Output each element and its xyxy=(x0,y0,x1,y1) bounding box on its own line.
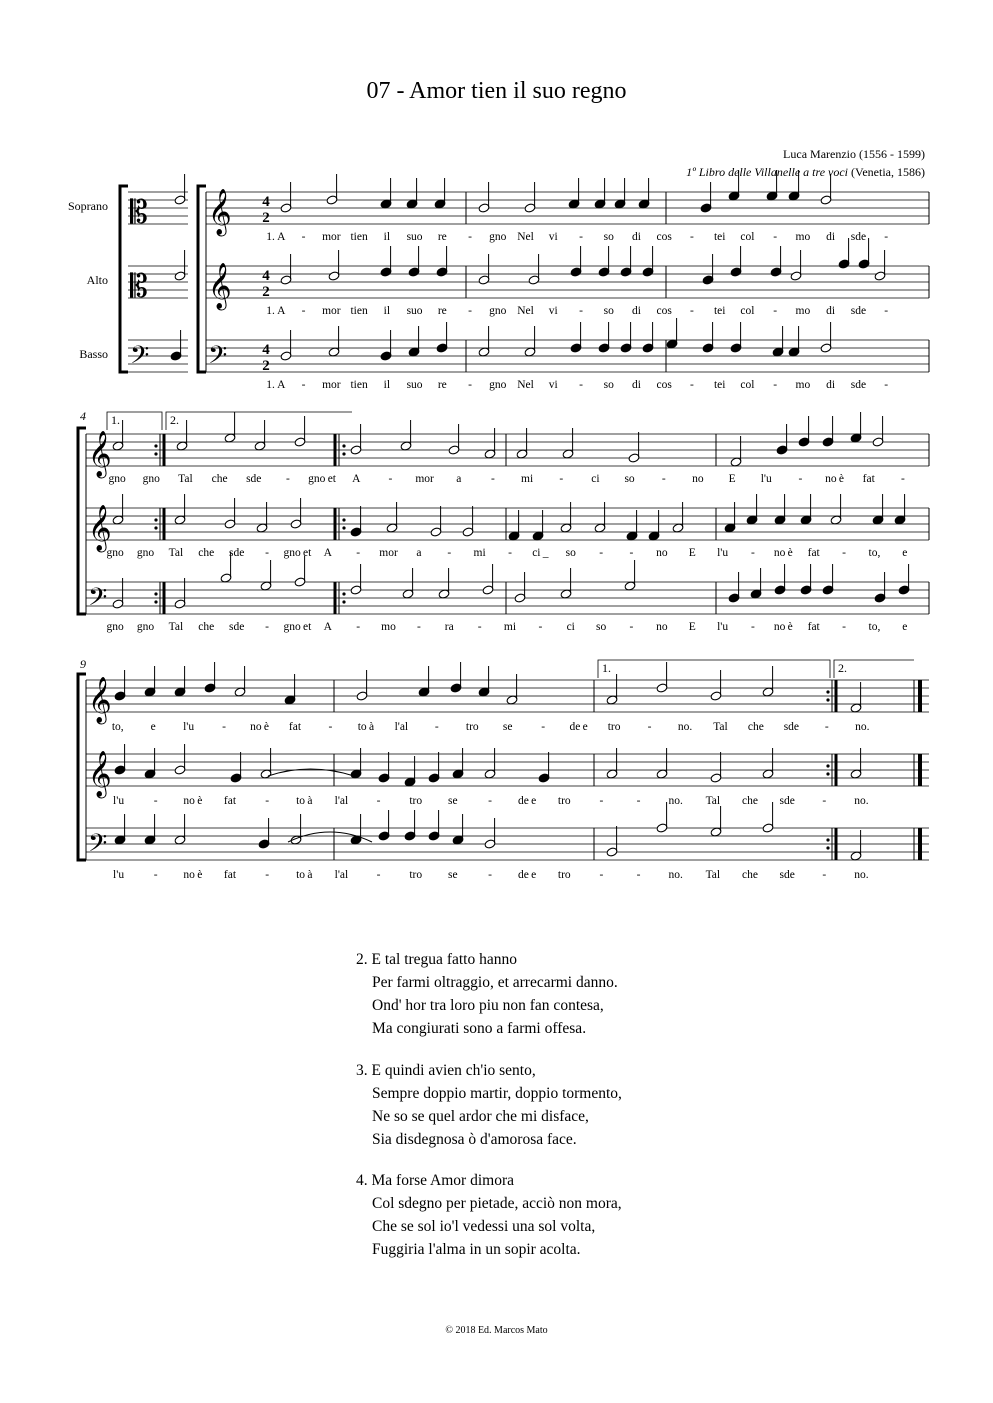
lyric-alto: 1. A xyxy=(266,305,286,317)
lyric-alto: tien xyxy=(350,305,368,317)
volta-bracket xyxy=(166,412,352,430)
lyric-basso: tro xyxy=(557,869,571,881)
repeat-dot xyxy=(342,452,345,455)
lyric-alto: - xyxy=(751,547,755,559)
lyric-soprano: vi xyxy=(548,231,558,243)
lyric-soprano: di xyxy=(826,231,836,243)
lyric-soprano: - xyxy=(579,231,583,243)
lyric-basso: - xyxy=(538,621,543,633)
lyric-basso: fat xyxy=(223,869,237,881)
stanza-line: 3. E quindi avien ch'io sento, xyxy=(356,1062,536,1079)
lyric-basso: - xyxy=(153,869,158,881)
lyric-alto: l'u xyxy=(113,795,125,807)
lyric-basso: - xyxy=(356,621,361,633)
lyric-alto: e xyxy=(902,547,908,559)
lyric-alto: - xyxy=(356,547,361,559)
lyric-basso: ci xyxy=(566,621,575,633)
lyric-alto: - xyxy=(690,305,694,317)
lyric-soprano: - xyxy=(900,473,905,485)
lyric-basso: e xyxy=(902,621,908,633)
lyric-basso: sde xyxy=(850,379,867,391)
lyric-alto: - xyxy=(301,305,306,317)
bass-clef-icon: 𝄢 xyxy=(130,341,150,376)
lyric-alto: tro xyxy=(409,795,423,807)
lyric-alto: no è xyxy=(773,547,793,559)
lyric-alto: no è xyxy=(183,795,203,807)
lyric-alto: se xyxy=(448,795,458,807)
lyric-soprano: to, xyxy=(111,721,124,733)
lyric-soprano: - xyxy=(824,721,829,733)
lyric-basso: re xyxy=(437,379,447,391)
lyric-basso: mo xyxy=(381,621,396,633)
treble-clef-icon: 𝄞 xyxy=(88,505,112,551)
repeat-dot xyxy=(342,444,345,447)
measure-number: 9 xyxy=(80,657,86,671)
lyric-soprano: il xyxy=(383,231,391,243)
source-rest: (Venetia, 1586) xyxy=(848,165,925,179)
lyric-soprano: e xyxy=(150,721,156,733)
treble-clef-icon: 𝄞 xyxy=(208,189,232,235)
lyric-soprano: mo xyxy=(795,231,811,243)
lyric-alto: A xyxy=(323,547,332,559)
source-work: 1º Libro delle Villanelle a tre voci xyxy=(686,165,849,179)
lyric-alto: di xyxy=(632,305,641,317)
lyric-alto: - xyxy=(265,795,270,807)
lyric-basso: gno xyxy=(106,621,124,633)
repeat-dot xyxy=(154,526,157,529)
lyric-basso: - xyxy=(265,869,270,881)
instrument-soprano: Soprano xyxy=(68,199,108,213)
lyric-soprano: che xyxy=(211,473,228,485)
time-signature-top: 4 xyxy=(262,342,270,358)
lyric-alto: no xyxy=(656,547,668,559)
lyric-basso: - xyxy=(265,621,269,633)
lyric-basso: mi xyxy=(503,621,517,633)
lyric-soprano: so xyxy=(603,231,614,243)
lyric-alto: cos xyxy=(656,305,672,317)
lyric-basso: mo xyxy=(795,379,811,391)
lyric-alto: l'u xyxy=(717,547,729,559)
lyric-basso: fat xyxy=(807,621,820,633)
lyric-alto: fat xyxy=(223,795,237,807)
lyric-soprano: a xyxy=(456,473,462,485)
lyric-soprano: tro xyxy=(465,721,479,733)
lyric-basso: - xyxy=(301,379,306,391)
repeat-dot xyxy=(342,518,345,521)
bass-clef-icon: 𝄢 xyxy=(88,829,108,864)
lyric-soprano: fat xyxy=(862,473,875,485)
lyric-basso: no è xyxy=(183,869,203,881)
lyric-soprano: so xyxy=(624,473,635,485)
stanza-line: Ond' hor tra loro piu non fan contesa, xyxy=(372,997,604,1014)
stanza-line: 2. E tal tregua fatto hanno xyxy=(356,951,517,968)
lyric-basso: - xyxy=(842,621,846,633)
lyric-basso: - xyxy=(599,869,604,881)
lyric-basso: so xyxy=(603,379,614,391)
lyric-basso: E xyxy=(688,621,696,633)
lyric-soprano: mor xyxy=(415,473,434,485)
stanza-3 xyxy=(356,1059,622,1151)
copyright: © 2018 Ed. Marcos Mato xyxy=(445,1325,548,1336)
stanza-4 xyxy=(356,1169,622,1261)
system-bracket xyxy=(78,428,86,614)
lyric-soprano: 1. A xyxy=(266,231,286,243)
lyric-basso: tro xyxy=(409,869,423,881)
lyric-alto: - xyxy=(447,547,452,559)
lyric-soprano: suo xyxy=(406,231,423,243)
lyric-soprano: col xyxy=(740,231,755,243)
lyric-basso: - xyxy=(751,621,755,633)
lyric-soprano: - xyxy=(328,721,333,733)
lyric-alto: - xyxy=(629,547,634,559)
lyric-basso: to, xyxy=(868,621,881,633)
lyric-alto: de e xyxy=(518,795,537,807)
bass-clef-icon: 𝄢 xyxy=(208,341,228,376)
repeat-dot xyxy=(826,838,829,841)
lyric-alto: re xyxy=(437,305,447,317)
measure-number: 4 xyxy=(80,409,86,423)
lyric-soprano: - xyxy=(661,473,666,485)
lyric-soprano: gno xyxy=(142,473,160,485)
lyric-soprano: gno xyxy=(108,473,126,485)
composer-credit: Luca Marenzio (1556 - 1599) xyxy=(783,147,925,161)
lyric-basso: gno xyxy=(489,379,507,391)
lyric-basso: che xyxy=(198,621,215,633)
stanza-line: Ma congiurati sono a farmi offesa. xyxy=(372,1020,587,1037)
lyric-basso: to à xyxy=(296,869,313,881)
repeat-dot xyxy=(342,526,345,529)
lyric-basso: no è xyxy=(773,621,793,633)
lyric-basso: - xyxy=(822,869,827,881)
volta-bracket xyxy=(598,660,830,678)
alto-clef-icon: 𝄡 xyxy=(130,267,148,305)
lyric-soprano: tei xyxy=(713,231,726,243)
lyric-alto: - xyxy=(468,305,472,317)
lyric-alto: gno xyxy=(106,547,124,559)
lyric-alto: Tal xyxy=(168,547,184,559)
repeat-dot xyxy=(826,764,829,767)
lyric-soprano: - xyxy=(285,473,290,485)
bass-clef-icon: 𝄢 xyxy=(88,583,108,618)
lyric-alto: gno xyxy=(489,305,507,317)
lyric-alto: - xyxy=(842,547,846,559)
lyric-soprano: Tal xyxy=(178,473,193,485)
lyric-basso: - xyxy=(773,379,778,391)
lyric-alto: sde xyxy=(228,547,245,559)
lyric-alto: to à xyxy=(296,795,313,807)
lyric-alto: mo xyxy=(795,305,811,317)
lyric-basso: no xyxy=(656,621,668,633)
instrument-basso: Basso xyxy=(79,347,108,361)
lyric-basso: sde xyxy=(228,621,245,633)
lyric-basso: l'u xyxy=(113,869,125,881)
repeat-dot xyxy=(154,444,157,447)
volta-label: 1. xyxy=(111,413,120,427)
treble-clef-icon: 𝄞 xyxy=(88,431,112,477)
lyric-soprano: - xyxy=(884,231,889,243)
lyric-basso: - xyxy=(579,379,583,391)
time-signature-bottom: 2 xyxy=(262,284,270,300)
lyric-soprano: Nel xyxy=(517,231,534,243)
lyric-alto: - xyxy=(599,795,604,807)
system-bracket xyxy=(198,186,206,372)
lyric-alto: E xyxy=(688,547,696,559)
page-title: 07 - Amor tien il suo regno xyxy=(366,78,627,104)
lyric-alto: gno xyxy=(136,547,155,559)
lyric-soprano: - xyxy=(773,231,778,243)
lyric-alto: che xyxy=(198,547,215,559)
lyric-basso: Nel xyxy=(517,379,534,391)
lyric-soprano: che xyxy=(747,721,764,733)
lyric-alto: to, xyxy=(868,547,881,559)
lyric-alto: - xyxy=(153,795,158,807)
lyric-soprano: - xyxy=(222,721,227,733)
lyric-soprano: ci xyxy=(591,473,600,485)
lyric-alto: Tal xyxy=(705,795,721,807)
lyric-soprano: to à xyxy=(357,721,375,733)
time-signature-top: 4 xyxy=(262,194,270,210)
lyric-basso: Tal xyxy=(168,621,184,633)
stanza-line: Sia disdegnosa ò d'amorosa face. xyxy=(372,1131,577,1148)
lyric-alto: no. xyxy=(668,795,683,807)
lyric-soprano: - xyxy=(690,231,694,243)
repeat-dot xyxy=(826,772,829,775)
lyric-basso: - xyxy=(468,379,472,391)
lyric-alto: col xyxy=(740,305,755,317)
lyric-basso: - xyxy=(416,621,421,633)
lyric-alto: so xyxy=(603,305,614,317)
stanza-line: Ne so se quel ardor che mi disface, xyxy=(372,1108,589,1125)
lyric-alto: so xyxy=(565,547,576,559)
lyric-alto: sde xyxy=(779,795,795,807)
lyric-soprano: - xyxy=(388,473,393,485)
lyric-soprano: - xyxy=(301,231,306,243)
lyric-soprano: se xyxy=(502,721,513,733)
repeat-dot xyxy=(154,518,157,521)
lyric-alto: - xyxy=(599,547,604,559)
lyric-soprano: - xyxy=(434,721,439,733)
stanza-2 xyxy=(356,948,618,1040)
lyric-alto: sde xyxy=(850,305,867,317)
lyric-soprano: tro xyxy=(607,721,621,733)
volta-label: 2. xyxy=(170,413,179,427)
lyric-basso: il xyxy=(383,379,391,391)
stanza-line: Sempre doppio martir, doppio tormento, xyxy=(372,1085,622,1102)
lyric-basso: ra xyxy=(444,621,454,633)
lyric-alto: no. xyxy=(854,795,869,807)
system-bracket xyxy=(78,674,86,860)
alto-clef-icon: 𝄡 xyxy=(130,193,148,231)
lyric-basso: tien xyxy=(350,379,368,391)
lyric-alto: mor xyxy=(379,547,398,559)
lyric-basso: - xyxy=(690,379,694,391)
stanza-line: 4. Ma forse Amor dimora xyxy=(356,1172,514,1189)
time-signature-bottom: 2 xyxy=(262,210,270,226)
lyric-alto: - xyxy=(508,547,512,559)
lyric-soprano: de e xyxy=(569,721,588,733)
lyric-alto: - xyxy=(376,795,381,807)
stanza-line: Che se sol io'l vedessi una sol volta, xyxy=(372,1218,596,1235)
lyric-soprano: - xyxy=(559,473,564,485)
lyric-soprano: no è xyxy=(250,721,270,733)
lyric-alto: suo xyxy=(406,305,423,317)
lyric-soprano: - xyxy=(541,721,546,733)
lyric-alto: il xyxy=(383,305,391,317)
lyric-basso: - xyxy=(629,621,634,633)
lyric-soprano: l'u xyxy=(760,473,772,485)
lyric-basso: gno et xyxy=(283,621,312,633)
lyric-basso: so xyxy=(595,621,607,633)
lyric-basso: no. xyxy=(668,869,683,881)
lyric-basso: di xyxy=(826,379,836,391)
lyric-alto: - xyxy=(488,795,492,807)
lyric-soprano: di xyxy=(632,231,641,243)
lyric-soprano: re xyxy=(437,231,447,243)
lyric-basso: - xyxy=(477,621,482,633)
stanza-line: Col sdegno per pietade, acciò non mora, xyxy=(372,1195,622,1212)
lyric-alto: tei xyxy=(713,305,726,317)
repeat-dot xyxy=(154,592,157,595)
lyric-basso: no. xyxy=(854,869,869,881)
lyric-basso: vi xyxy=(548,379,558,391)
lyric-soprano: - xyxy=(647,721,652,733)
lyric-basso: - xyxy=(636,869,641,881)
lyric-soprano: Tal xyxy=(713,721,728,733)
lyric-basso: mor xyxy=(322,379,341,391)
lyric-basso: sde xyxy=(779,869,795,881)
lyric-soprano: gno et xyxy=(308,473,337,485)
lyric-alto: di xyxy=(826,305,836,317)
lyric-soprano: no xyxy=(692,473,704,485)
lyric-soprano: tien xyxy=(350,231,368,243)
lyric-alto: - xyxy=(636,795,641,807)
repeat-dot xyxy=(342,600,345,603)
lyric-basso: de e xyxy=(518,869,537,881)
lyric-basso: di xyxy=(632,379,641,391)
lyric-basso: l'al xyxy=(334,869,349,881)
lyric-alto: - xyxy=(822,795,827,807)
lyric-alto: mor xyxy=(322,305,341,317)
repeat-dot xyxy=(826,846,829,849)
lyric-soprano: no. xyxy=(855,721,870,733)
lyric-alto: fat xyxy=(807,547,820,559)
lyric-basso: suo xyxy=(406,379,423,391)
lyric-basso: tei xyxy=(713,379,726,391)
lyric-basso: gno xyxy=(136,621,155,633)
lyric-soprano: l'u xyxy=(183,721,195,733)
repeat-dot xyxy=(154,600,157,603)
time-signature-bottom: 2 xyxy=(262,358,270,374)
volta-label: 1. xyxy=(602,661,611,675)
repeat-dot xyxy=(154,452,157,455)
lyric-alto: Nel xyxy=(517,305,534,317)
lyric-soprano: - xyxy=(468,231,472,243)
stanza-line: Fuggiria l'alma in un sopir acolta. xyxy=(372,1241,581,1258)
lyric-soprano: mor xyxy=(322,231,341,243)
time-signature-top: 4 xyxy=(262,268,270,284)
lyric-soprano: cos xyxy=(656,231,672,243)
treble-clef-icon: 𝄞 xyxy=(88,677,112,723)
stanza-line: Per farmi oltraggio, et arrecarmi danno. xyxy=(372,974,618,991)
lyric-basso: 1. A xyxy=(266,379,286,391)
lyric-basso: col xyxy=(740,379,755,391)
lyric-soprano: - xyxy=(798,473,803,485)
lyric-basso: Tal xyxy=(705,869,721,881)
lyric-alto: che xyxy=(742,795,758,807)
treble-clef-icon: 𝄞 xyxy=(88,751,112,797)
lyric-soprano: - xyxy=(490,473,495,485)
lyric-alto: - xyxy=(265,547,269,559)
lyric-soprano: no è xyxy=(825,473,845,485)
lyric-soprano: mi xyxy=(521,473,534,485)
lyric-alto: - xyxy=(579,305,583,317)
volta-label: 2. xyxy=(838,661,847,675)
lyric-soprano: sde xyxy=(850,231,867,243)
lyric-soprano: sde xyxy=(783,721,800,733)
lyric-alto: ci _ xyxy=(532,547,549,559)
lyric-soprano: E xyxy=(728,473,736,485)
lyric-alto: vi xyxy=(548,305,558,317)
lyric-basso: cos xyxy=(656,379,672,391)
lyric-basso: A xyxy=(323,621,332,633)
lyric-basso: che xyxy=(742,869,758,881)
lyric-soprano: gno xyxy=(489,231,507,243)
treble-clef-icon: 𝄞 xyxy=(208,263,232,309)
lyric-soprano: fat xyxy=(288,721,302,733)
lyric-soprano: A xyxy=(352,473,361,485)
lyric-alto: mi xyxy=(473,547,486,559)
lyric-basso: se xyxy=(448,869,458,881)
lyric-basso: - xyxy=(884,379,889,391)
lyric-soprano: sde xyxy=(246,473,262,485)
lyric-alto: a xyxy=(416,547,422,559)
repeat-dot xyxy=(826,698,829,701)
lyric-alto: - xyxy=(773,305,778,317)
lyric-basso: - xyxy=(488,869,492,881)
system-bracket xyxy=(120,186,128,372)
lyric-soprano: no. xyxy=(677,721,693,733)
repeat-dot xyxy=(826,690,829,693)
lyric-basso: - xyxy=(376,869,381,881)
lyric-basso: l'u xyxy=(717,621,729,633)
lyric-soprano: l'al xyxy=(394,721,409,733)
lyric-alto: l'al xyxy=(334,795,349,807)
lyric-alto: - xyxy=(884,305,889,317)
lyric-alto: gno et xyxy=(283,547,312,559)
repeat-dot xyxy=(342,592,345,595)
lyric-alto: tro xyxy=(557,795,571,807)
instrument-alto: Alto xyxy=(86,273,108,287)
